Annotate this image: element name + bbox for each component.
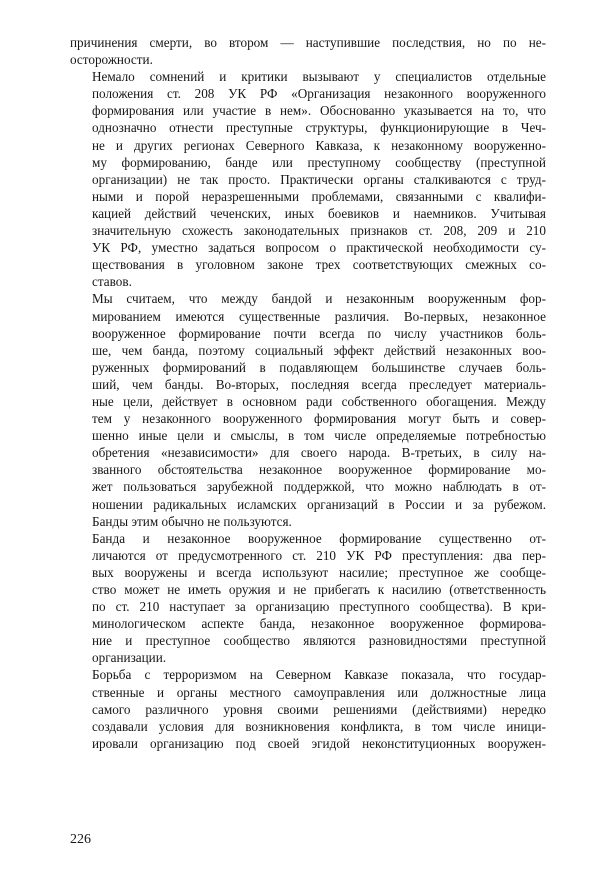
text-line: обретения «независимости» для своего народа. В-третьих, в силу на- <box>92 445 546 461</box>
text-line: мированием имеются существенные различия. Во-первых, незаконное <box>92 308 546 324</box>
text-line: жет пользоваться зарубежной поддержкой, что можно наблюдать в от- <box>92 479 546 495</box>
text-line: ставов. <box>92 274 132 290</box>
text-line: ственные и органы местного самоуправления или должностные лица <box>92 684 546 700</box>
text-line: Немало сомнений и критики вызывают у специалистов отдельные <box>92 69 546 85</box>
document-page <box>70 34 546 752</box>
paragraph <box>70 530 546 667</box>
text-line: по ст. 210 наступает за организацию преступного сообщества). В кри- <box>92 599 546 615</box>
text-line: однозначно отнести преступные структуры, функционирующие в Чеч- <box>92 120 546 136</box>
text-line: ший, чем банды. Во-вторых, последняя всегда преследует материаль- <box>92 376 546 392</box>
text-line: тем у незаконного вооруженного формирования могут быть и совер- <box>92 411 546 427</box>
paragraph <box>70 34 546 68</box>
text-line: му формированию, банде или преступному сообществу (преступной <box>92 154 546 170</box>
text-line: вооруженное формирование почти всегда по числу участников боль- <box>92 325 546 341</box>
text-line: минологическом аспекте банда, незаконное вооруженное формирова- <box>92 616 546 632</box>
page-number: 226 <box>70 832 91 847</box>
text-line: Борьба с терроризмом на Северном Кавказе показала, что государ- <box>92 667 546 683</box>
text-line: не и других регионах Северного Кавказа, к незаконному вооруженно- <box>92 137 546 153</box>
text-line: кацией действий чеченских, иных боевиков и наемников. Учитывая <box>92 205 546 221</box>
text-line: значительную схожесть законодательных признаков ст. 208, 209 и 210 <box>92 223 546 239</box>
text-line: ние и преступное сообщество являются разновидностями преступной <box>92 633 546 649</box>
text-line: самого различного уровня своими решениями (действиями) нередко <box>92 701 546 717</box>
text-line: осторожности. <box>70 52 153 68</box>
text-line: ировали организацию под своей эгидой неконституционных вооружен- <box>92 735 546 751</box>
paragraph <box>70 290 546 529</box>
paragraph <box>70 68 546 290</box>
text-line: формирования или участие в нем». Обоснованно указывается на то, что <box>92 103 546 119</box>
text-line: положения ст. 208 УК РФ «Организация незаконного вооруженного <box>92 86 546 102</box>
text-line: причинения смерти, во втором — наступившие последствия, но по не- <box>70 35 546 50</box>
body-text <box>70 34 546 752</box>
text-line: ше, чем банда, поэтому социальный эффект действий незаконных воо- <box>92 342 546 358</box>
text-line: личаются от предусмотренного ст. 210 УК РФ преступления: два пер- <box>92 547 546 563</box>
text-line: руженных формирований в подавляющем большинстве случаев боль- <box>92 359 546 375</box>
text-line: вых вооружены и всегда используют насилие; преступное же сообще- <box>92 564 546 580</box>
text-line: Банды этим обычно не пользуются. <box>92 513 292 529</box>
text-line: ными и порой неразрешенными проблемами, связанными с квалифи- <box>92 188 546 204</box>
text-line: званного обстоятельства незаконное вооруженное формирование мо- <box>92 462 546 478</box>
text-line: ществования в уголовном законе трех соответствующих смежных со- <box>92 257 546 273</box>
text-line: шенно иные цели и смыслы, в том числе определяемые потребностью <box>92 428 546 444</box>
text-line: УК РФ, уместно задаться вопросом о практической необходимости су- <box>92 240 546 256</box>
text-line: Банда и незаконное вооруженное формирование существенно от- <box>92 530 546 546</box>
paragraph <box>70 666 546 751</box>
text-line: ные цели, действует в основном ради собственного обогащения. Между <box>92 393 546 409</box>
text-line: Мы считаем, что между бандой и незаконным вооруженным фор- <box>92 291 546 307</box>
text-line: создавали условия для возникновения конфликта, в том числе иници- <box>92 718 546 734</box>
text-line: организации) не так просто. Практически органы сталкиваются с труд- <box>92 171 546 187</box>
text-line: ство может не иметь оружия и не прибегать к насилию (ответственность <box>92 582 546 597</box>
text-line: организации. <box>92 650 167 666</box>
text-line: ношении радикальных исламских организаций в России и за рубежом. <box>92 496 546 512</box>
